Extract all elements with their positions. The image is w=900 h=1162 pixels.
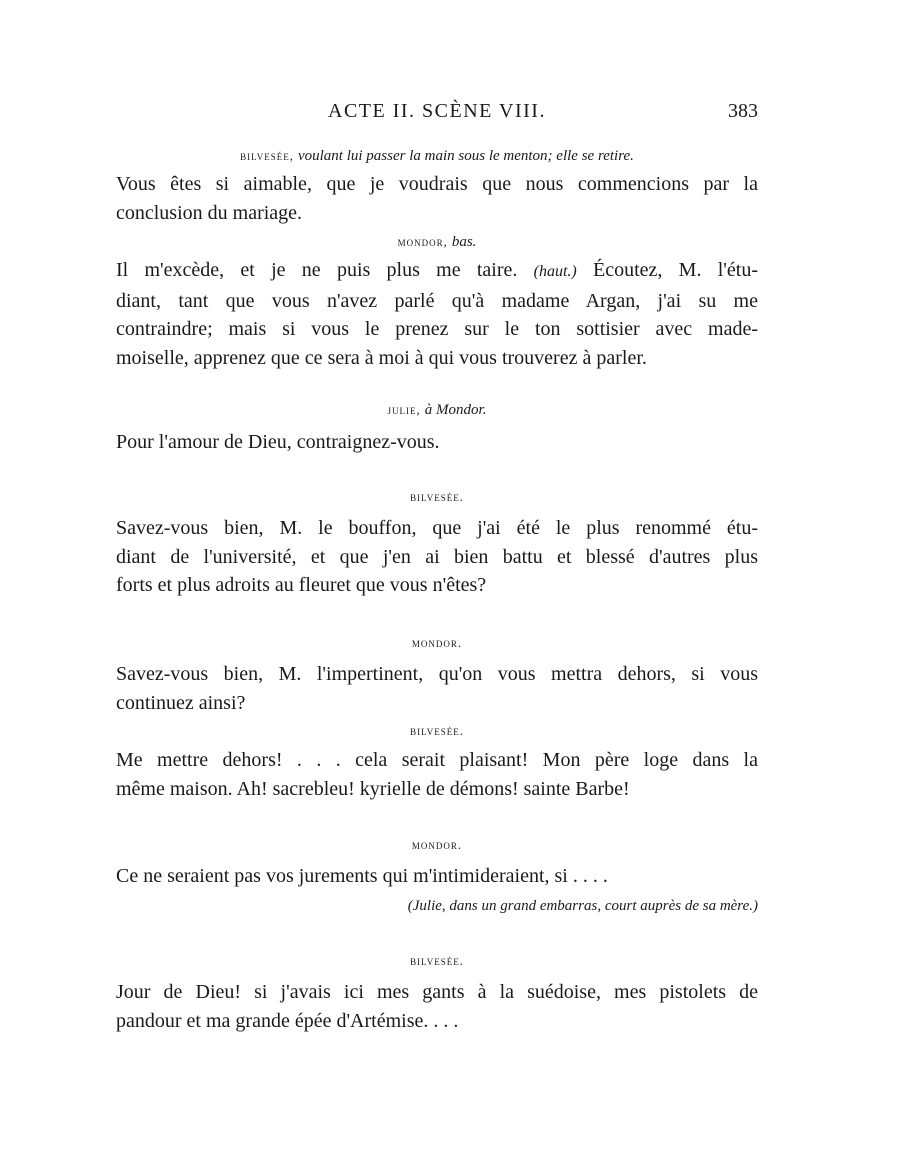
speech-line: Me mettre dehors! . . . cela serait plaisant! Mon père loge dans la <box>116 749 758 771</box>
speech-line: contraindre; mais si vous le prenez sur le ton sottisier avec made- <box>116 318 758 340</box>
speech-text <box>116 660 758 717</box>
speech-line: Savez-vous bien, M. le bouffon, que j'ai été le plus renommé étu- <box>116 517 758 539</box>
speech-text <box>116 256 758 372</box>
speaker-heading <box>116 954 758 969</box>
speaker-name: bilvesée. <box>410 490 464 504</box>
speech-fragment: Il m'excède, et je ne puis plus me taire. <box>116 259 518 281</box>
speech-text <box>116 514 758 600</box>
page-header <box>116 100 758 130</box>
speaker-name: mondor. <box>411 636 463 650</box>
speech-line: pandour et ma grande épée d'Artémise. . . . <box>116 1009 459 1032</box>
speech-text <box>116 428 758 457</box>
speaker-heading <box>116 234 758 251</box>
speech-text <box>116 170 758 227</box>
speaker-direction: bas. <box>451 234 477 250</box>
speech-text <box>116 862 758 891</box>
speech-line: Vous êtes si aimable, que je voudrais que nous commencions par la <box>116 173 758 195</box>
speaker-heading <box>116 490 758 505</box>
speaker-name: bilvesée. <box>410 724 464 738</box>
speaker-name: julie, <box>387 403 421 417</box>
speech-line: même maison. Ah! sacrebleu! kyrielle de démons! sainte Barbe! <box>116 777 630 800</box>
speech-line: conclusion du mariage. <box>116 201 303 224</box>
speaker-direction: à Mondor. <box>424 402 487 418</box>
speech-fragment: Écoutez, M. l'étu- <box>593 259 758 281</box>
speech-line <box>116 256 758 287</box>
inline-direction: (haut.) <box>533 263 577 280</box>
speech-line: continuez ainsi? <box>116 691 246 714</box>
speaker-name: bilvesée, <box>240 149 294 163</box>
page-number: 383 <box>728 100 758 122</box>
speaker-name: mondor. <box>411 838 463 852</box>
speech-line: diant, tant que vous n'avez parlé qu'à madame Argan, j'ai su me <box>116 289 758 312</box>
stage-direction: (Julie, dans un grand embarras, court auprès de sa mère.) <box>407 898 758 914</box>
speaker-direction: voulant lui passer la main sous le menton; elle se retire. <box>297 148 634 164</box>
speaker-name: bilvesée. <box>410 954 464 968</box>
speaker-heading <box>116 838 758 853</box>
speaker-heading <box>116 636 758 651</box>
speech-line: Ce ne seraient pas vos jurements qui m'intimideraient, si . . . . <box>116 865 608 887</box>
speech-text <box>116 746 758 803</box>
speech-line: Savez-vous bien, M. l'impertinent, qu'on vous mettra dehors, si vous <box>116 663 758 685</box>
speaker-heading <box>116 724 758 739</box>
speaker-name: mondor, <box>397 235 448 249</box>
speech-line: moiselle, apprenez que ce sera à moi à qui vous trouverez à parler. <box>116 346 647 369</box>
speech-line: Jour de Dieu! si j'avais ici mes gants à la suédoise, mes pistolets de <box>116 981 758 1003</box>
speech-line: Pour l'amour de Dieu, contraignez-vous. <box>116 431 440 453</box>
speaker-heading <box>116 402 758 419</box>
speech-line: forts et plus adroits au fleuret que vous n'êtes? <box>116 574 487 596</box>
speech-text <box>116 978 758 1035</box>
speech-line: diant de l'université, et que j'en ai bien battu et blessé d'autres plus <box>116 545 758 568</box>
speaker-heading <box>116 148 758 165</box>
running-title: ACTE II. SCÈNE VIII. <box>328 100 546 122</box>
